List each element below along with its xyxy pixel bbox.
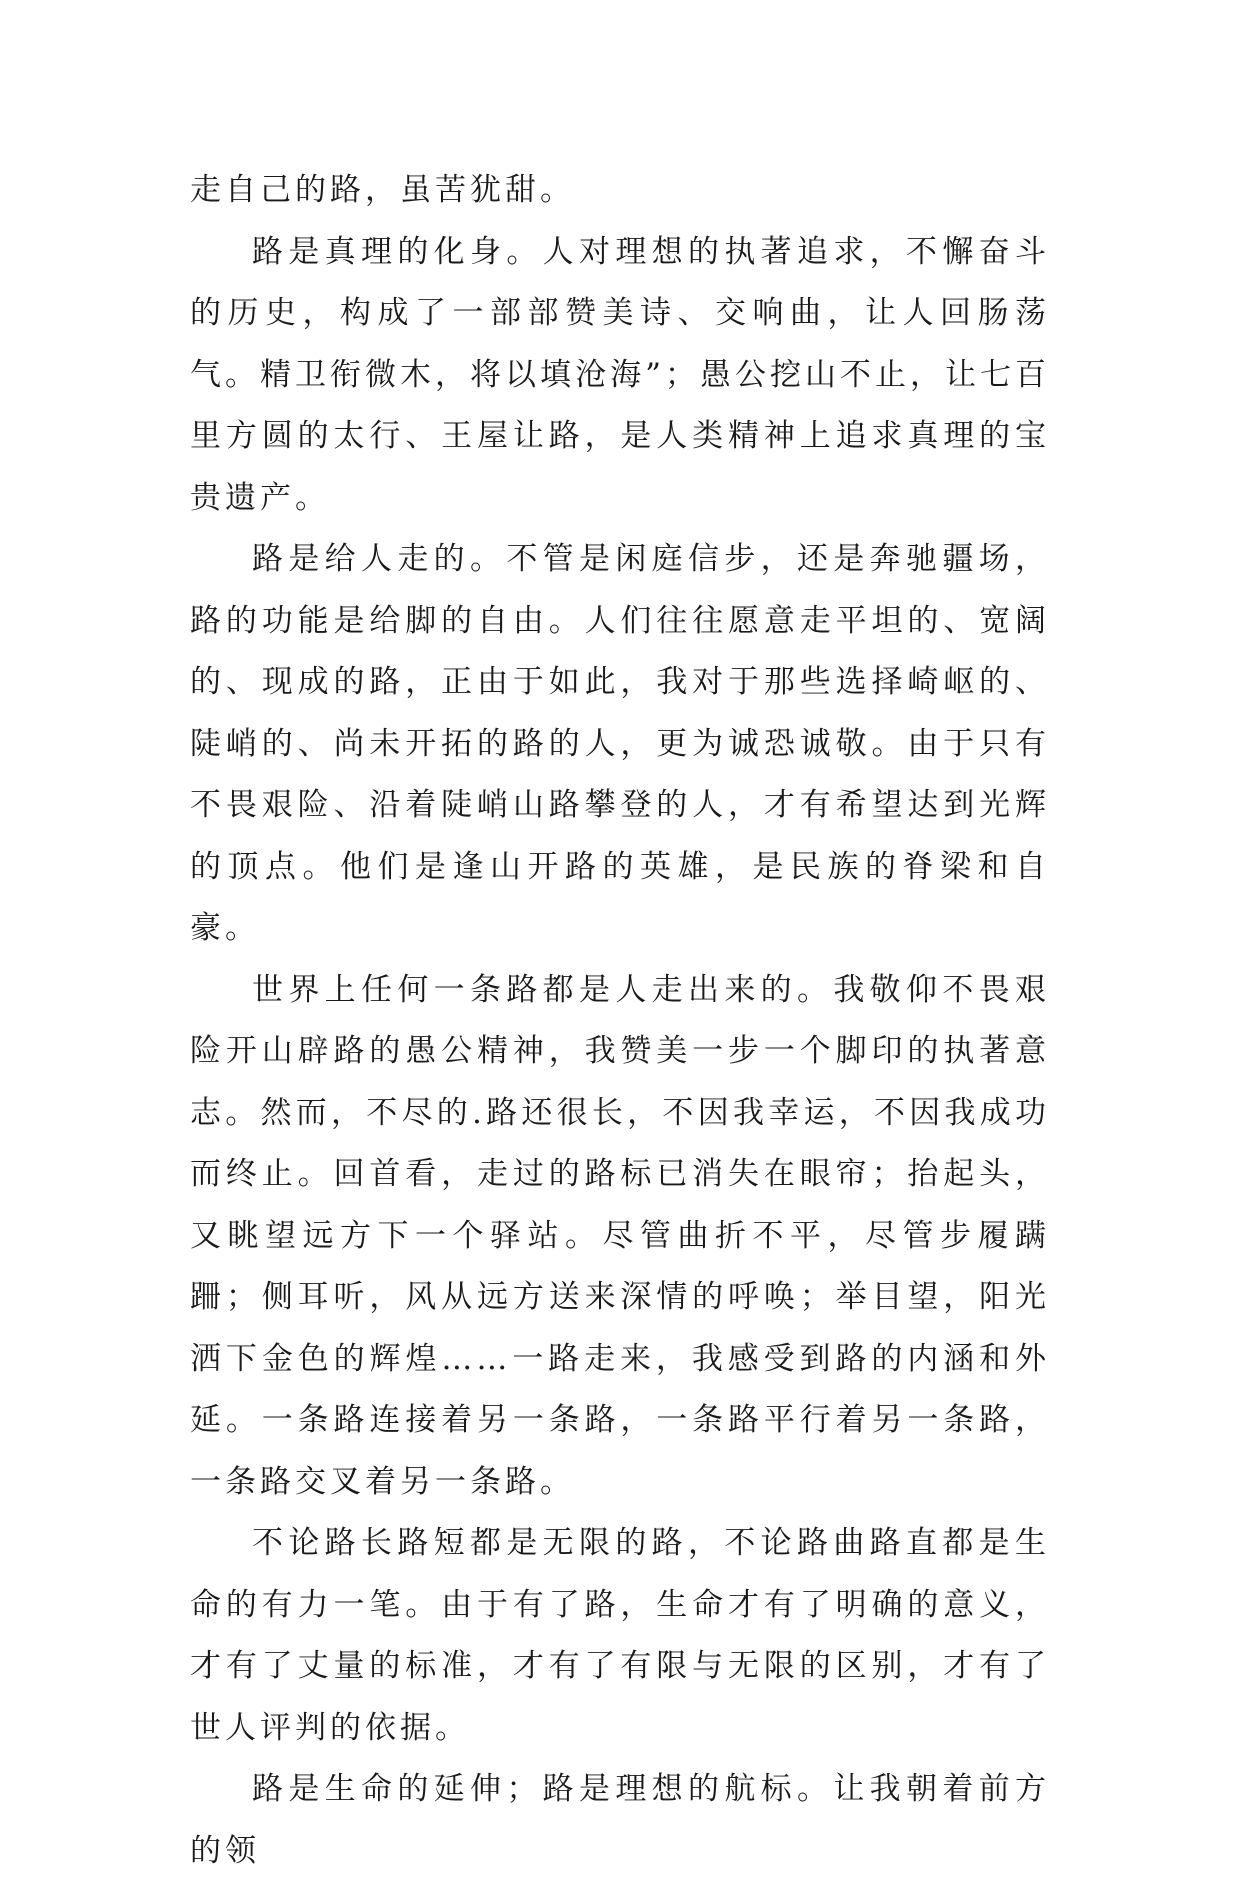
paragraph-continuation: 走自己的路，虽苦犹甜。 (190, 172, 575, 208)
paragraph-road-truth: 路是真理的化身。人对理想的执著追求，不懈奋斗的历史，构成了一部部赞美诗、交响曲，让人回肠荡气。精卫衔微木，将以填沧海”；愚公挖山不止，让七百里方圆的太行、王屋让路，是人类精神上追求真理的宝贵遗产。 (190, 233, 1050, 516)
paragraph-road-infinite: 不论路长路短都是无限的路，不论路曲路直都是生命的有力一笔。由于有了路，生命才有了明确的意义，才有了丈量的标准，才有了有限与无限的区别，才有了世人评判的依据。 (190, 1525, 1050, 1746)
paragraph-road-extension: 路是生命的延伸；路是理想的航标。让我朝着前方的领 (190, 1771, 1050, 1869)
paragraph-road-made-by-people: 世界上任何一条路都是人走出来的。我敬仰不畏艰险开山辟路的愚公精神，我赞美一步一个脚印的执著意志。然而，不尽的.路还很长，不因我幸运，不因我成功而终止。回首看，走过的路标已消失在眼帘；抬起头，又眺望远方下一个驿站。尽管曲折不平，尽管步履蹒跚；侧耳听，风从远方送来深情的呼唤；举目望，阳光洒下金色的辉煌……一路走来，我感受到路的内涵和外延。一条路连接着另一条路，一条路平行着另一条路，一条路交叉着另一条路。 (190, 971, 1050, 1500)
document-body (190, 160, 1050, 1882)
paragraph-road-for-walking: 路是给人走的。不管是闲庭信步，还是奔驰疆场，路的功能是给脚的自由。人们往往愿意走平坦的、宽阔的、现成的路，正由于如此，我对于那些选择崎岖的、陡峭的、尚未开拓的路的人，更为诚恐诚敬。由于只有不畏艰险、沿着陡峭山路攀登的人，才有希望达到光辉的顶点。他们是逢山开路的英雄，是民族的脊梁和自豪。 (190, 541, 1050, 946)
